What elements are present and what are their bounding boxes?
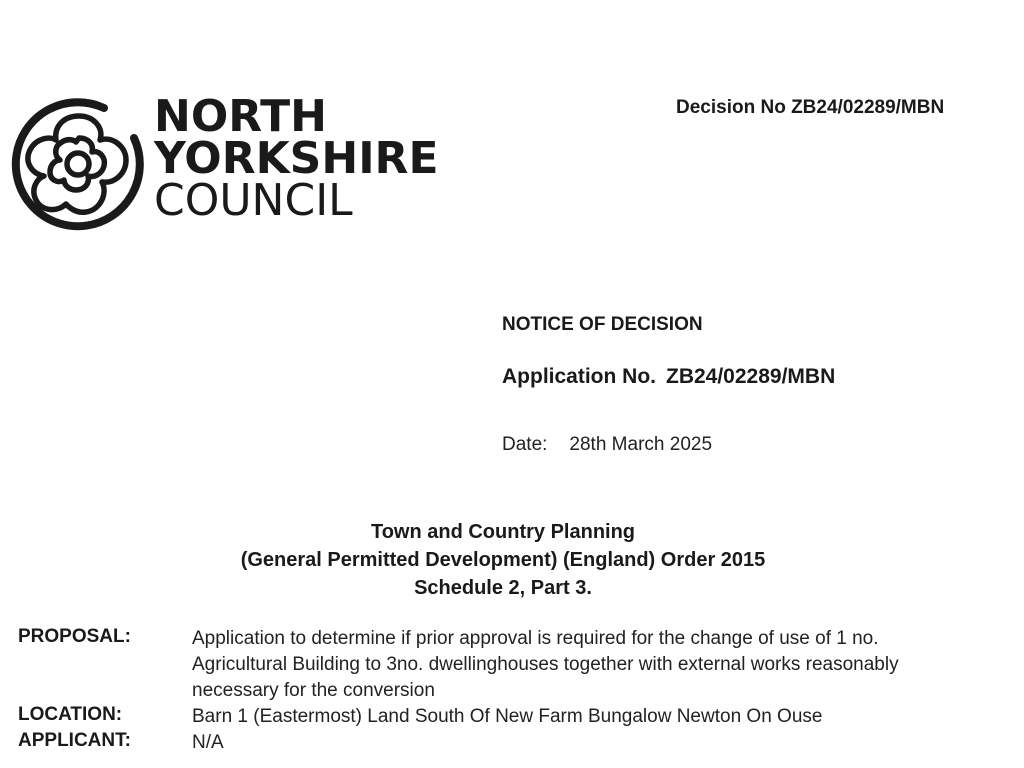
applicant-value: N/A xyxy=(192,732,224,753)
council-wordmark xyxy=(154,91,439,226)
proposal-value xyxy=(192,626,1024,704)
application-label: Application No. xyxy=(502,365,656,388)
proposal-line-2: Agricultural Building to 3no. dwellinghouses together with external works reasonably xyxy=(192,654,899,675)
legislation-heading xyxy=(0,518,1006,602)
logo-line-north: NORTH xyxy=(154,91,327,142)
decision-number: Decision No ZB24/02289/MBN xyxy=(676,97,945,118)
date-value: 28th March 2025 xyxy=(569,434,713,455)
council-logo xyxy=(8,91,439,236)
proposal-label: PROPOSAL: xyxy=(18,626,131,647)
location-label: LOCATION: xyxy=(18,704,123,725)
date-label: Date: xyxy=(502,434,548,455)
decision-date xyxy=(502,434,712,456)
location-value: Barn 1 (Eastermost) Land South Of New Farm Bungalow Newton On Ouse xyxy=(192,706,823,727)
notice-title: NOTICE OF DECISION xyxy=(502,314,703,335)
yorkshire-rose-icon xyxy=(8,94,150,236)
legislation-line-3: Schedule 2, Part 3. xyxy=(414,577,592,599)
proposal-line-3: necessary for the conversion xyxy=(192,680,435,701)
application-number xyxy=(502,365,835,389)
logo-line-council: COUNCIL xyxy=(154,175,353,226)
applicant-label: APPLICANT: xyxy=(18,730,131,751)
legislation-line-1: Town and Country Planning xyxy=(370,521,636,543)
legislation-line-2: (General Permitted Development) (England) Order 2015 xyxy=(240,549,766,571)
application-value: ZB24/02289/MBN xyxy=(666,365,836,388)
proposal-line-1: Application to determine if prior approval is required for the change of use of 1 no. xyxy=(192,628,879,649)
logo-line-yorkshire: YORKSHIRE xyxy=(154,133,439,184)
